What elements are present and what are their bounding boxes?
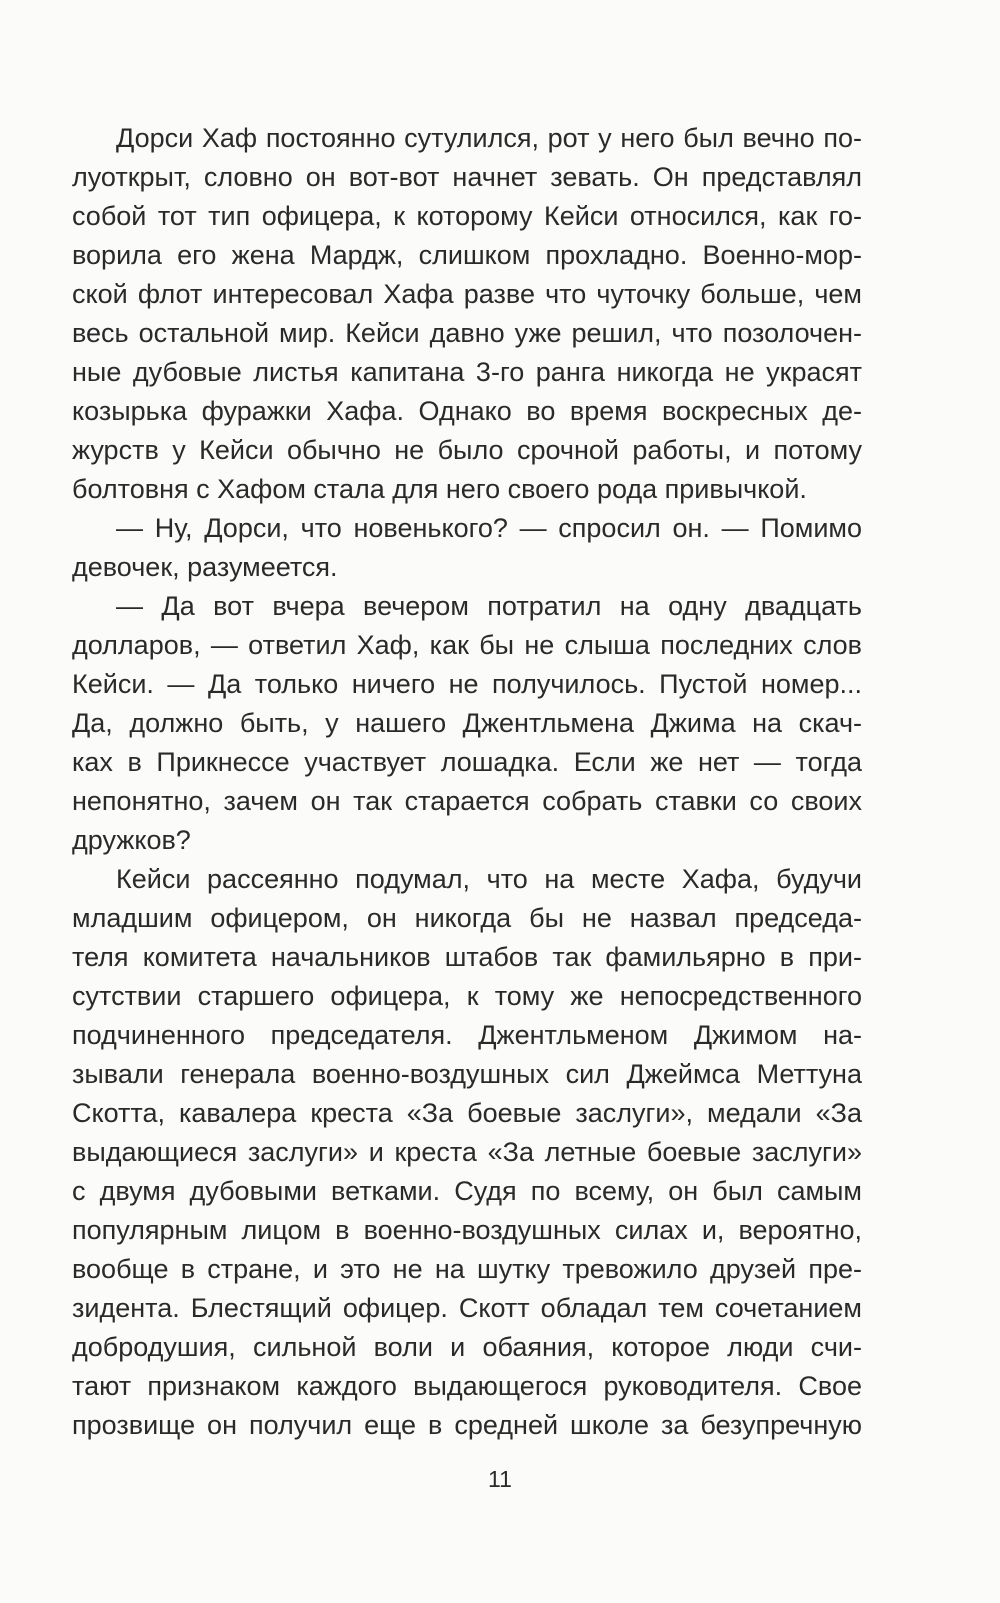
text-line: ворила его жена Мардж, слишком прохладно. Военно-мор- — [72, 240, 862, 270]
text-line: с двумя дубовыми ветками. Судя по всему, он был самым — [72, 1176, 862, 1206]
text-line: зидента. Блестящий офицер. Скотт обладал тем сочетанием — [72, 1293, 862, 1323]
text-line: Скотта, кавалера креста «За боевые заслуги», медали «За — [72, 1098, 862, 1128]
text-line: ках в Прикнессе участвует лошадка. Если же нет — тогда — [72, 747, 862, 777]
text-line: подчиненного председателя. Джентльменом Джимом на- — [72, 1020, 862, 1050]
body-text — [72, 119, 862, 1445]
text-line: вообще в стране, и это не на шутку тревожило друзей пре- — [72, 1254, 862, 1284]
text-line: журств у Кейси обычно не было срочной работы, и потому — [72, 435, 862, 465]
text-line: Дорси Хаф постоянно сутулился, рот у него был вечно по- — [116, 123, 862, 153]
text-line: теля комитета начальников штабов так фамильярно в при- — [72, 942, 862, 972]
text-line: сутствии старшего офицера, к тому же непосредственного — [72, 981, 862, 1011]
text-line: — Ну, Дорси, что новенького? — спросил он. — Помимо — [116, 513, 862, 543]
text-line: долларов, — ответил Хаф, как бы не слыша последних слов — [72, 630, 862, 660]
text-line: ные дубовые листья капитана 3-го ранга никогда не украсят — [72, 357, 862, 387]
text-line: прозвище он получил еще в средней школе за безупречную — [72, 1410, 862, 1440]
text-line: — Да вот вчера вечером потратил на одну двадцать — [116, 591, 862, 621]
text-line: луоткрыт, словно он вот-вот начнет зевать. Он представлял — [72, 162, 862, 192]
text-line: девочек, разумеется. — [72, 552, 338, 582]
text-line: Кейси. — Да только ничего не получилось. Пустой номер... — [72, 669, 862, 699]
text-line: добродушия, сильной воли и обаяния, которое люди счи- — [72, 1332, 862, 1362]
text-line: дружков? — [72, 825, 191, 855]
text-line: болтовня с Хафом стала для него своего рода привычкой. — [72, 474, 807, 504]
text-line: непонятно, зачем он так старается собрать ставки со своих — [72, 786, 862, 816]
text-line: ской флот интересовал Хафа разве что чуточку больше, чем — [72, 279, 862, 309]
text-line: младшим офицером, он никогда бы не назвал председа- — [72, 903, 862, 933]
text-line: популярным лицом в военно-воздушных силах и, вероятно, — [72, 1215, 862, 1245]
text-line: зывали генерала военно-воздушных сил Джеймса Меттуна — [72, 1059, 862, 1089]
text-line: весь остальной мир. Кейси давно уже решил, что позолочен- — [72, 318, 862, 348]
text-line: козырька фуражки Хафа. Однако во время воскресных де- — [72, 396, 862, 426]
page-number: 11 — [488, 1466, 512, 1492]
text-line: выдающиеся заслуги» и креста «За летные боевые заслуги» — [72, 1137, 862, 1167]
text-line: Да, должно быть, у нашего Джентльмена Джима на скач- — [72, 708, 862, 738]
text-line: собой тот тип офицера, к которому Кейси относился, как го- — [72, 201, 862, 231]
text-line: Кейси рассеянно подумал, что на месте Хафа, будучи — [116, 864, 862, 894]
text-line: тают признаком каждого выдающегося руководителя. Свое — [72, 1371, 862, 1401]
